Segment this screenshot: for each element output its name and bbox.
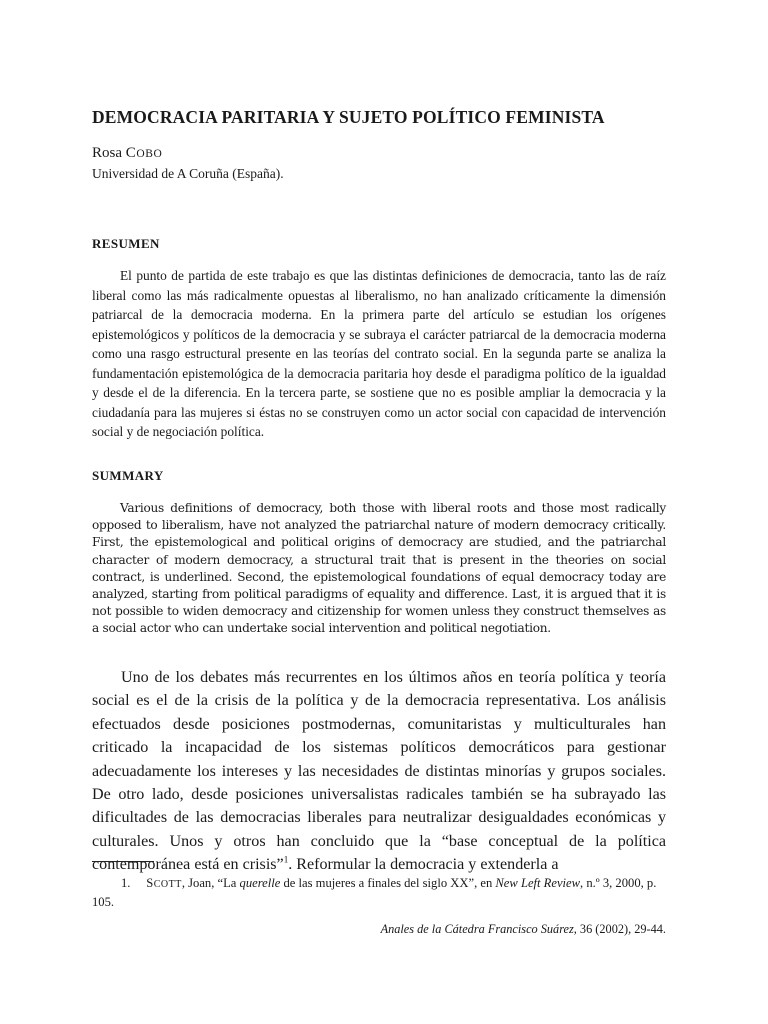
summary-heading: SUMMARY <box>92 468 164 483</box>
article-title: DEMOCRACIA PARITARIA Y SUJETO POLÍTICO FEMINISTA <box>92 107 605 127</box>
author-given-name: Rosa <box>92 145 126 161</box>
journal-details: 36 (2002), 29-44. <box>576 922 666 936</box>
footnote-text-part1: , Joan, “La <box>181 876 240 890</box>
body-paragraph <box>92 666 666 877</box>
body-text-before-note: Uno de los debates más recurrentes en los últimos años en teoría política y teoría social es el de la crisis de la política y de la democracia representativa. Los análisis efectuados desde posiciones postmodernas, comunitaristas y multiculturales han criticado la incapacidad de los sistemas políticos democráticos para gestionar adecuadamente los intereses y las necesidades de distintas minorías y grupos sociales. De otro lado, desde posiciones universalistas radicales también se ha subrayado las dificultades de las democracias liberales para neutralizar desigualdades económicas y culturales. Unos y otros han concluido que la “base conceptual de la política contemporánea está en crisis” <box>92 669 666 874</box>
footnote-journal-title: New Left Review <box>495 876 581 890</box>
author-family-name: COBO <box>125 145 163 161</box>
footnote-1 <box>92 875 666 911</box>
author-name <box>92 145 162 162</box>
footnote-italic-word: querelle <box>239 876 281 890</box>
footnote-text-part3: , n.º 3, 2000, p. 105. <box>92 876 657 909</box>
footnote-number: 1. <box>121 876 131 890</box>
journal-name: Anales de la Cátedra Francisco Suárez, <box>380 922 577 936</box>
body-text-after-note: . Reformular la democracia y extenderla a <box>288 856 559 874</box>
resumen-heading: RESUMEN <box>92 236 160 251</box>
author-affiliation: Universidad de A Coruña (España). <box>92 166 284 181</box>
footnote-author-family: SCOTT <box>146 876 182 890</box>
footnote-rule <box>92 861 154 862</box>
summary-text: Various definitions of democracy, both those with liberal roots and those most radically opposed to liberalism, have not analyzed the patriarchal nature of modern democracy critically. First, the epistemological and political origins of democracy are studied, and the patriarchal character of modern democracy, a structural trait that is present in the theories on social contract, is underlined. Second, the epistemological foundations of equal democracy today are analyzed, starting from political paradigms of equality and difference. Last, it is argued that it is not possible to widen democracy and citizenship for women unless they construct themselves as a social actor who can undertake social intervention and political negotiation. <box>92 501 666 636</box>
footnote-text-part2: de las mujeres a finales del siglo XX”, en <box>280 876 496 890</box>
journal-reference <box>381 922 666 937</box>
footnote-marker[interactable]: 1 <box>283 854 289 865</box>
resumen-text: El punto de partida de este trabajo es que las distintas definiciones de democracia, tanto las de raíz liberal como las más radicalmente opuestas al liberalismo, no han analizado críticamente la dimensión patriarcal de la democracia moderna. En la primera parte del artículo se estudian los orígenes epistemológicos y políticos de la democracia y se subraya el carácter patriarcal de la democracia moderna como una rasgo estructural presente en las teorías del contrato social. En la segunda parte se analiza la fundamentación epistemológica de la democracia paritaria hoy desde el paradigma político de la igualdad y desde el de la diferencia. En la tercera parte, se sostiene que no es posible ampliar la democracia y la ciudadanía para las mujeres si éstas no se construyen como un actor social con capacidad de intervención social y de negociación política. <box>92 268 666 439</box>
